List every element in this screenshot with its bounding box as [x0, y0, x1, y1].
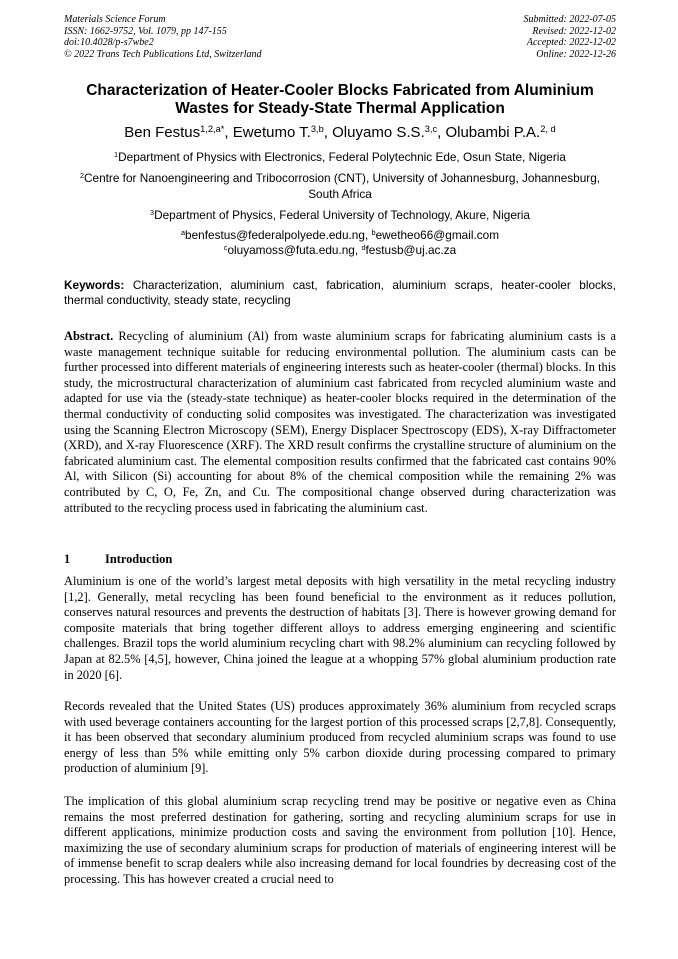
copyright-line: © 2022 Trans Tech Publications Ltd, Switzerland: [64, 48, 262, 60]
section-heading: [64, 552, 172, 567]
author: Olubambi P.A.$^{2, d}$: [445, 123, 556, 141]
online-date: Online: 2022-12-26: [536, 48, 616, 60]
body-paragraph-3: The implication of this global aluminium scrap recycling trend may be positive or negative even as China remains the most preferred destination for gathering, sorting and recycling aluminium scraps for use in different applications, minimize production costs and saving the environment from pollution [10]. Hence, maximizing the use of secondary aluminium scraps for production of materials of engineering interest will be of immense benefit to scrap dealers while also increasing demand for local foundries by decreasing cost of the processing. This has however created a crucial need to: [64, 794, 616, 886]
affiliation-1: $^1$Department of Physics with Electronics, Federal Polytechnic Ede, Osun State, Nigeria: [114, 149, 566, 164]
revised-date: Revised: 2022-12-02: [532, 25, 616, 37]
keywords-block: [64, 278, 616, 307]
email-c[interactable]: oluyamoss@futa.edu.ng: [227, 243, 355, 257]
section-title: Introduction: [105, 552, 173, 566]
author: Oluyamo S.S.$^{3,c}$,: [332, 123, 446, 141]
keywords-text: Characterization, aluminium cast, fabrication, aluminium scraps, heater-cooler blocks, thermal conductivity, steady state, recycling: [64, 278, 616, 307]
affiliation-2: $^2$Centre for Nanoengineering and Tribocorrosion (CNT), University of Johannesburg, Johannesburg, South Africa: [79, 170, 601, 201]
author: Ewetumo T.$^{3,b}$,: [232, 123, 333, 141]
email-line-2: $^c$oluyamoss@futa.edu.ng, $^d$festusb@uj.ac.za: [223, 242, 457, 257]
email-a[interactable]: benfestus@federalpolyede.edu.ng: [185, 228, 365, 242]
abstract-label: Abstract.: [64, 329, 114, 343]
issn-line: ISSN: 1662-9752, Vol. 1079, pp 147-155: [64, 25, 227, 37]
author: Ben Festus$^{1,2,a*}$,: [124, 123, 233, 141]
body-paragraph-2: Records revealed that the United States (US) produces approximately 36% aluminium from recycled scraps with used beverage containers accounting for the largest portion of this processed scraps [2,7,8]. Consequently, it has been observed that secondary aluminium produced from recycled aluminium scraps was found to use energy of less than 5% while emitting only 5% carbon dioxide during processing compared to primary production of aluminium [9].: [64, 699, 616, 776]
journal-name: Materials Science Forum: [64, 14, 166, 25]
author-list: [64, 124, 616, 142]
abstract-text: Recycling of aluminium (Al) from waste aluminium scraps for fabricating aluminium casts is a waste management technique suitable for reducing environmental pollution. The aluminium casts can be further processed into different materials of engineering interests such as heater-cooler (thermal) blocks. In this study, the microstructural characterization of aluminium cast fabricated from recycled aluminium waste and adapted for use via the (steady-state technique) as heater-cooler blocks required in the determination of the thermal conductivity of conducting solid composites was investigated. The characterization was investigated using the Scanning Electron Microscopy (SEM), Energy Displacer Spectroscopy (EDS), X-ray Diffractometer (XRD), and X-ray Fluorescence (XRF). The XRD result confirms the crystalline structure of aluminium on the fabricated aluminium cast. The elemental composition results confirmed that the fabricated cast contains 90% Al, with Silicon (Si) accounting for about 8% of the chemical composition while the remaining 2% was contributed by C, O, Fe, Zn, and Cu. The compositional change observed during characterization was attributed to the recycling process used in fabricating the aluminium cast.: [64, 329, 616, 515]
accepted-date: Accepted: 2022-12-02: [526, 37, 616, 48]
keywords-label: Keywords:: [64, 278, 125, 292]
affiliation-3: $^3$Department of Physics, Federal University of Technology, Akure, Nigeria: [150, 207, 530, 222]
paper-title: Characterization of Heater-Cooler Blocks Fabricated from Aluminium Wastes for Steady-State Thermal Application: [86, 82, 594, 117]
submitted-date: Submitted: 2022-07-05: [523, 14, 616, 25]
email-b[interactable]: ewetheo66@gmail.com: [375, 228, 500, 242]
email-line-1: $^a$benfestus@federalpolyede.edu.ng, $^b$ewetheo66@gmail.com: [180, 227, 500, 242]
abstract-block: [64, 329, 616, 516]
section-number: 1: [64, 552, 71, 566]
body-paragraph-1: Aluminium is one of the world’s largest metal deposits with high versatility in the metal recycling industry [1,2]. Generally, metal recycling has been found beneficial to the environment as it reduces pollution, conserves natural resources and prevents the destruction of habitats [3]. There is however growing demand for composite materials that bring together different alloys to address emerging engineering and scientific challenges. Brazil tops the world aluminium recycling chart with 98.2% aluminium can recycling followed by Japan at 82.5% [4,5], however, China joined the league at a whopping 57% global aluminium production rate in 2020 [6].: [64, 574, 616, 682]
email-d[interactable]: festusb@uj.ac.za: [365, 243, 457, 257]
doi-line[interactable]: doi:10.4028/p-s7wbe2: [64, 37, 154, 48]
journal-info: [64, 14, 262, 60]
publication-dates: [524, 14, 617, 60]
